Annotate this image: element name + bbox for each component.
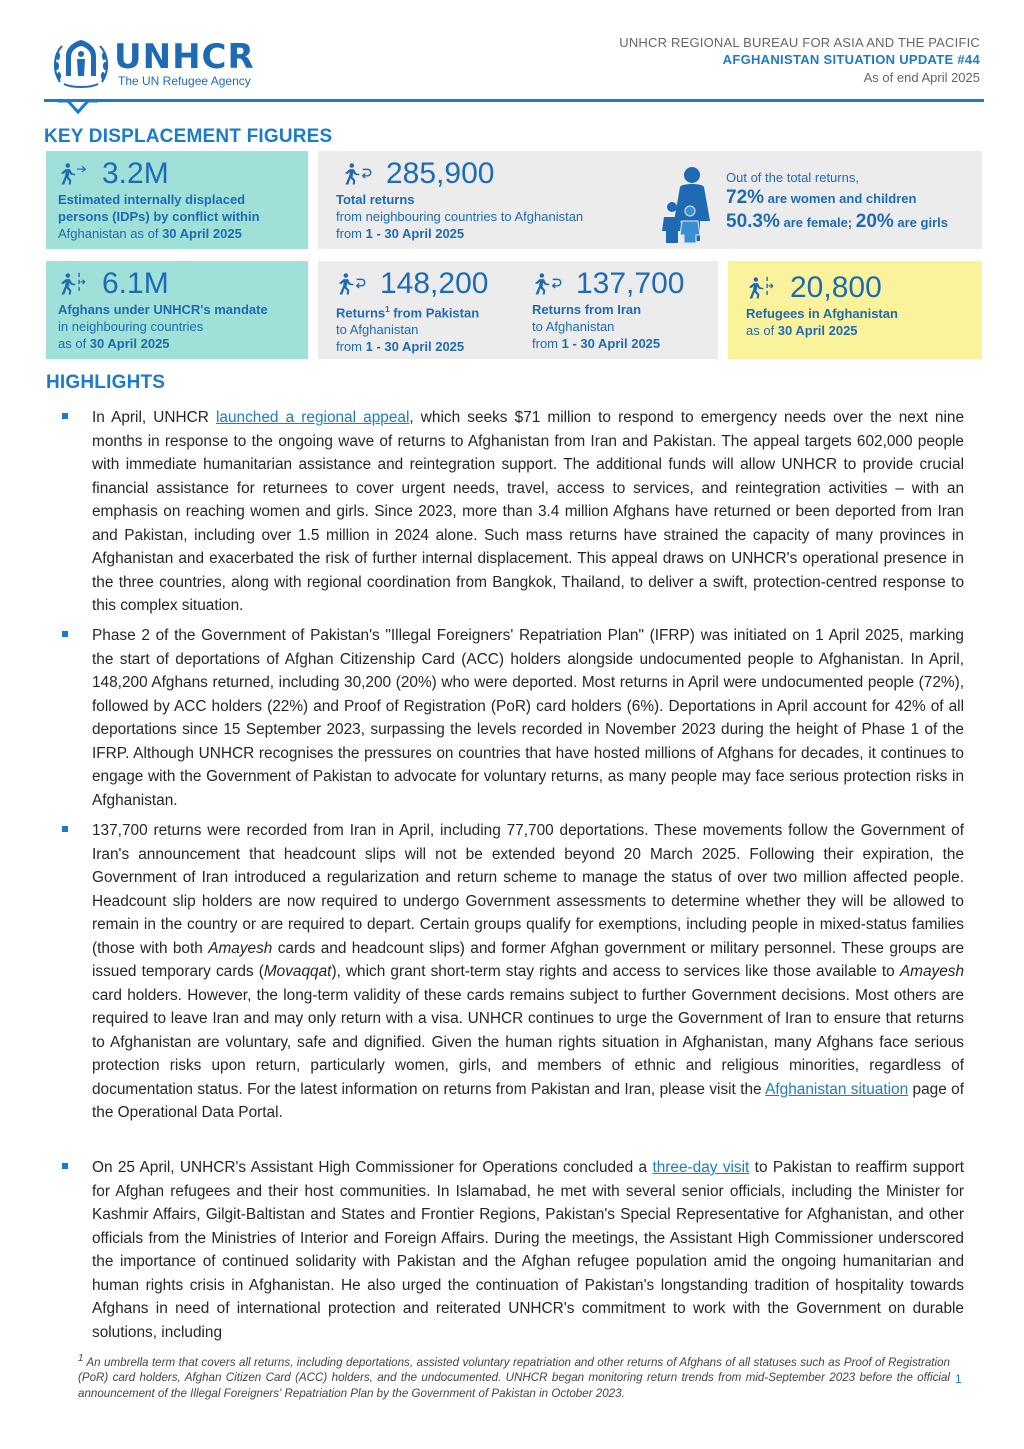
mandate-date: 30 April 2025	[89, 336, 170, 351]
refugees-date: 30 April 2025	[777, 323, 858, 338]
women-children-label: are women and children	[764, 191, 917, 206]
highlight-text: On 25 April, UNHCR's Assistant High Commissioner for Operations concluded a	[92, 1159, 653, 1176]
footnote-marker: 1	[78, 1353, 84, 1364]
highlight-term: Movaqqat	[263, 963, 332, 980]
highlight-item	[62, 406, 964, 618]
logo-wordmark: UNHCR	[114, 37, 255, 77]
total-returns-value: 285,900	[386, 157, 495, 190]
idp-label: Estimated internally displaced	[58, 192, 246, 207]
highlight-text: page of the Operational Data Portal.	[92, 1080, 964, 1121]
person-returning-icon	[342, 159, 380, 189]
pakistan-returns-from: from	[336, 339, 366, 355]
country-returns-card	[318, 261, 718, 359]
bullet-icon	[62, 1163, 68, 1169]
bureau-name: UNHCR REGIONAL BUREAU FOR ASIA AND THE PACIFIC	[619, 35, 980, 50]
iran-returns-label: Returns from Iran	[532, 302, 642, 317]
total-returns-card	[318, 151, 982, 249]
refugees-label: Refugees in Afghanistan	[746, 306, 898, 321]
iran-returns-destination: to Afghanistan	[532, 319, 615, 334]
highlight-text: to Pakistan to reaffirm support for Afghan refugees and their host communities. In Islamabad, he met with several senior officials, including the Minister for Kashmir Affairs, Gilgit-Baltistan and States and Frontier Regions, Pakistan's Special Representative for Afghanistan, and other officials from the Ministries of Interior and Foreign Affairs. During the meetings, the Assistant High Commissioner underscored the importance of continued solidarity with Pakistan and the Afghan refugee population amid the ongoing humanitarian and human rights crisis in Afghanistan. He also urged the continuation of Pakistan's longstanding tradition of hospitality towards Afghans in need of international protection and reiterated UNHCR's commitment to work with the Government on durable solutions, including	[92, 1159, 964, 1341]
person-crossing-border-icon	[746, 273, 784, 303]
iran-returns-from: from	[532, 336, 562, 351]
refugees-value: 20,800	[790, 271, 882, 304]
document-header	[619, 34, 980, 86]
document-date: As of end April 2025	[863, 70, 980, 85]
total-returns-from: from	[336, 226, 366, 241]
page-number: 1	[955, 1372, 962, 1386]
iran-returns-value: 137,700	[576, 267, 685, 300]
highlight-term: Amayesh	[899, 963, 965, 980]
document-title: AFGHANISTAN SITUATION UPDATE #44	[722, 52, 980, 67]
highlight-item	[62, 1156, 964, 1344]
bullet-icon	[62, 631, 68, 637]
regional-appeal-link[interactable]: launched a regional appeal	[216, 409, 410, 426]
highlight-term: Amayesh	[208, 939, 273, 957]
idp-value: 3.2M	[102, 157, 169, 190]
refugees-figure-card	[728, 261, 982, 359]
total-returns-label: Total returns	[336, 192, 415, 207]
divider-notch-icon	[58, 100, 98, 114]
person-returning-icon	[532, 269, 570, 299]
girls-label: are girls	[893, 215, 948, 230]
total-returns-sublabel: from neighbouring countries to Afghanistan	[336, 209, 584, 224]
highlight-text: In April, UNHCR	[92, 409, 216, 426]
logo-tagline: The UN Refugee Agency	[118, 74, 251, 88]
mandate-value: 6.1M	[102, 267, 169, 300]
highlight-item	[62, 819, 964, 1125]
bullet-icon	[62, 413, 68, 419]
highlight-text: 137,700 returns were recorded from Iran in April, including 77,700 deportations. These movements follow the Government of Iran's announcement that headcount slips will not be extended beyond 20 March 2025. Following their expiration, the Government of Iran introduced a regularization and return scheme to manage the status of over two million affected people. Headcount slip holders are now required to undergo Government assessments to determine whether they will be allowed to remain in the country or are required to depart. Certain groups qualify for exemptions, including people in mixed-status families (those with both	[92, 822, 964, 957]
key-figures-heading: KEY DISPLACEMENT FIGURES	[44, 126, 333, 147]
pakistan-returns-label-2: from Pakistan	[389, 305, 480, 321]
unhcr-logo	[52, 36, 272, 92]
mandate-as-of: as of	[58, 336, 90, 351]
pakistan-returns-period: 1 - 30 April 2025	[365, 339, 465, 355]
highlight-text: ), which grant short-term stay rights and access to services like those available to	[331, 963, 900, 980]
footnote-text: An umbrella term that covers all returns, including deportations, assisted voluntary repatriation and other returns of Afghans of all statuses such as Proof of Registration (PoR) card holders, Afghan Citizen Card (ACC) holders, and the undocumented. UNHCR began monitoring return trends from mid-September 2023 before the official announcement of the Illegal Foreigners' Repatriation Plan by the Government of Pakistan in October 2023.	[78, 1355, 950, 1400]
mandate-label: Afghans under UNHCR's mandate	[58, 302, 268, 317]
idp-date: 30 April 2025	[162, 226, 242, 241]
footnote-reference[interactable]: 1	[385, 305, 390, 314]
bullet-icon	[62, 826, 68, 832]
demographics-summary	[726, 169, 948, 234]
idp-label-3: Afghanistan as of	[58, 226, 163, 241]
highlight-text: card holders. However, the long-term validity of these cards remains subject to further Government decisions. Most others are required to leave Iran and may only return with a visa. UNHCR continues to urge the Government of Iran to ensure that returns to Afghanistan are voluntary, safe and dignified. Given the human rights situation in Afghanistan, many Afghans face serious protection risks upon return, particularly women, girls, and members of ethnic and religious minorities, regardless of documentation status. For the latest information on returns from Pakistan and Iran, please visit the	[92, 986, 964, 1098]
highlight-item	[62, 624, 964, 812]
header-divider	[44, 99, 984, 102]
highlights-heading: HIGHLIGHTS	[46, 372, 166, 393]
girls-percent: 20%	[855, 211, 894, 232]
demographics-intro: Out of the total returns,	[726, 170, 859, 185]
person-walking-arrow-icon	[58, 159, 96, 189]
footnote	[78, 1351, 950, 1401]
idp-label-2: persons (IDPs) by conflict within	[58, 209, 260, 224]
women-children-percent: 72%	[726, 187, 765, 208]
idp-figure-card	[46, 151, 308, 249]
pakistan-returns-figure	[336, 267, 488, 355]
person-returning-icon	[336, 269, 374, 299]
refugees-as-of: as of	[746, 323, 778, 338]
family-icon	[660, 165, 716, 243]
mandate-figure-card	[46, 261, 308, 359]
pakistan-returns-destination: to Afghanistan	[336, 322, 419, 338]
mandate-sublabel: in neighbouring countries	[58, 319, 204, 334]
pakistan-returns-label: Returns	[336, 305, 386, 321]
iran-returns-figure	[532, 267, 684, 352]
person-crossing-border-icon	[58, 269, 96, 299]
female-label: are female;	[779, 215, 856, 230]
unhcr-emblem-icon	[52, 36, 110, 92]
highlight-text: Phase 2 of the Government of Pakistan's "Illegal Foreigners' Repatriation Plan" (IFRP) was initiated on 1 April 2025, marking the start of deportations of Afghan Citizenship Card (ACC) holders alongside undocumented people to Afghanistan. In April, 148,200 Afghans returned, including 30,200 (20%) who were deported. Most returns in April were undocumented people (72%), followed by ACC holders (22%) and Proof of Registration (PoR) card holders (6%). Deportations in April account for 42% of all deportations since 15 September 2023, surpassing the levels recorded in November 2023 during the height of Phase 1 of the IFRP. Although UNHCR recognises the pressures on countries that have hosted millions of Afghans for decades, it continues to engage with the Government of Pakistan to advocate for voluntary returns, as many people may face serious protection risks in Afghanistan.	[92, 627, 964, 809]
pakistan-returns-value: 148,200	[380, 267, 489, 300]
female-percent: 50.3%	[726, 211, 780, 232]
highlight-text: cards and headcount slips) and former Afghan government or military personnel. These groups are issued temporary cards (	[92, 939, 965, 980]
highlight-text: , which seeks $71 million to respond to emergency needs over the next nine months in response to the ongoing wave of returns to Afghanistan from Iran and Pakistan. The appeal targets 602,000 people with immediate humanitarian assistance and reintegration support. The additional funds will allow UNHCR to provide crucial financial assistance for returnees to cover urgent needs, travel, access to services, and reintegration activities – with an emphasis on reaching women and girls. Since 2023, more than 3.4 million Afghans have returned or been deported from Iran and Pakistan, including over 1.5 million in 2024 alone. Such mass returns have strained the capacity of many provinces in Afghanistan and exacerbated the risk of further internal displacement. This appeal draws on UNHCR's operational presence in the three countries, along with regional coordination from Bangkok, Thailand, to deliver a swift, protection-centred response to this complex situation.	[92, 409, 965, 614]
afghanistan-situation-link[interactable]: Afghanistan situation	[765, 1080, 909, 1098]
three-day-visit-link[interactable]: three-day visit	[652, 1159, 750, 1176]
total-returns-period: 1 - 30 April 2025	[365, 226, 465, 241]
iran-returns-period: 1 - 30 April 2025	[561, 336, 661, 351]
